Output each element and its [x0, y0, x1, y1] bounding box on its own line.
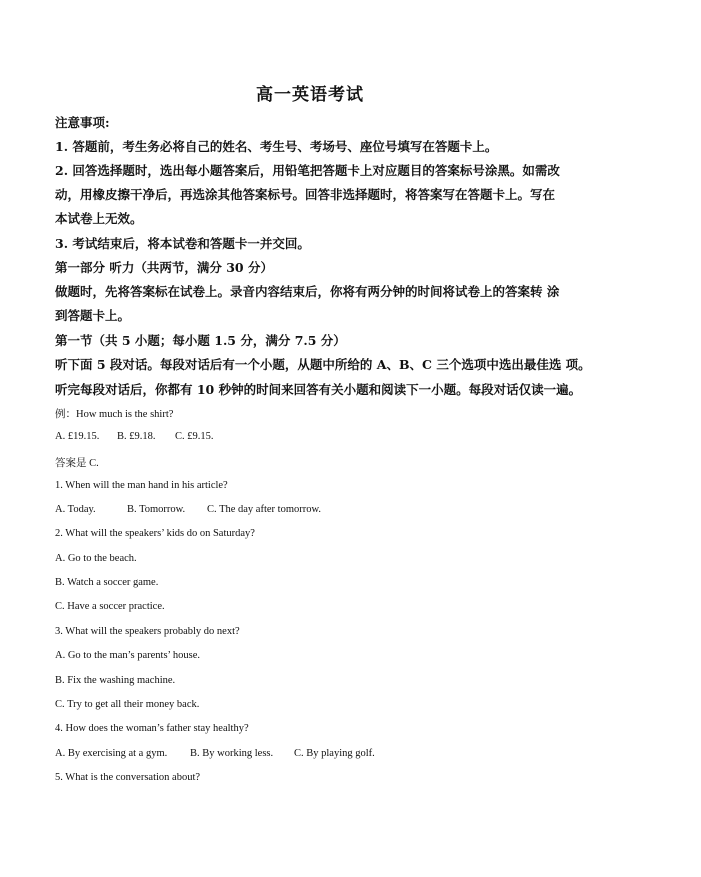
question-3: 3. What will the speakers probably do next?: [55, 626, 240, 637]
question-2: 2. What will the speakers’ kids do on Saturday?: [55, 528, 255, 539]
part1-instruction-line-2: 到答题卡上。: [55, 308, 131, 323]
question-4: 4. How does the woman’s father stay healthy?: [55, 723, 249, 734]
question-4-option-b: B. By working less.: [190, 748, 274, 759]
question-2-option-b: B. Watch a soccer game.: [55, 577, 159, 588]
question-2-option-c: C. Have a soccer practice.: [55, 601, 165, 612]
example-answer: 答案是 C.: [55, 458, 99, 469]
notice-item-1: 1. 答题前，考生务必将自己的姓名、考生号、考场号、座位号填写在答题卡上。: [55, 139, 498, 154]
question-1-option-c: C. The day after tomorrow.: [207, 504, 322, 515]
notice-item-2-line-3: 本试卷上无效。: [55, 211, 143, 226]
question-4-option-c: C. By playing golf.: [294, 748, 375, 759]
notice-heading: 注意事项:: [55, 115, 110, 130]
notice-item-2-line-2: 动，用橡皮擦干净后，再选涂其他答案标号。回答非选择题时，将答案写在答题卡上。写在: [55, 187, 556, 202]
notice-item-3: 3. 考试结束后，将本试卷和答题卡一并交回。: [55, 236, 310, 251]
question-4-options: [55, 748, 375, 759]
page-title: 高一英语考试: [256, 85, 364, 105]
question-3-option-a: A. Go to the man’s parents’ house.: [55, 650, 201, 661]
section1-heading: 第一节（共 5 小题；每小题 1.5 分，满分 7.5 分）: [55, 333, 346, 348]
question-2-option-a: A. Go to the beach.: [55, 553, 137, 564]
section1-instruction-line-2: 听完每段对话后，你都有 10 秒钟的时间来回答有关小题和阅读下一小题。每段对话仅读一遍。: [55, 382, 582, 397]
question-1: 1. When will the man hand in his article?: [55, 480, 228, 491]
question-5: 5. What is the conversation about?: [55, 772, 201, 783]
question-1-option-b: B. Tomorrow.: [127, 504, 186, 515]
question-1-option-a: A. Today.: [55, 504, 96, 515]
example-options: [55, 431, 214, 442]
example-option-a: A. £19.15.: [55, 431, 100, 442]
part1-instruction-line-1: 做题时，先将答案标在试卷上。录音内容结束后，你将有两分钟的时间将试卷上的答案转 涂: [55, 284, 560, 299]
question-3-option-b: B. Fix the washing machine.: [55, 675, 176, 686]
example-question: 例：How much is the shirt?: [55, 409, 174, 420]
section1-instruction-line-1: 听下面 5 段对话。每段对话后有一个小题，从题中所给的 A、B、C 三个选项中选出最佳选 项。: [55, 357, 591, 372]
example-option-c: C. £9.15.: [175, 431, 214, 442]
question-4-option-a: A. By exercising at a gym.: [55, 748, 168, 759]
example-option-b: B. £9.18.: [117, 431, 156, 442]
notice-item-2-line-1: 2. 回答选择题时，选出每小题答案后，用铅笔把答题卡上对应题目的答案标号涂黑。如需改: [55, 163, 560, 178]
question-1-options: [55, 504, 321, 515]
part1-heading: 第一部分 听力（共两节，满分 30 分）: [55, 260, 273, 275]
question-3-option-c: C. Try to get all their money back.: [55, 699, 200, 710]
